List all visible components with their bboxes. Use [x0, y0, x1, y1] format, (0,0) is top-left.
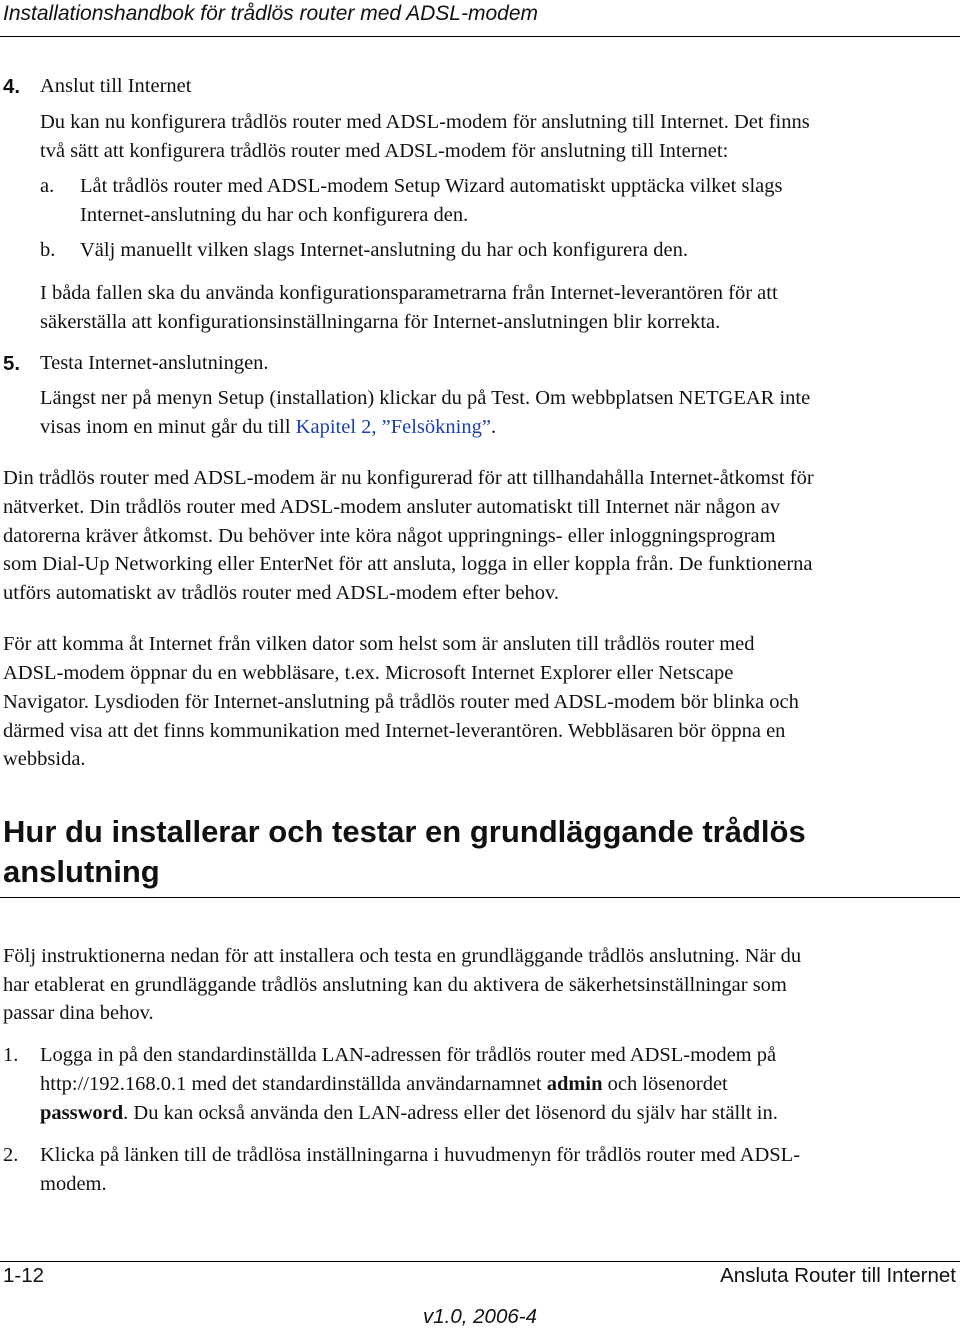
para-3-line-1: Följ instruktionerna nedan för att installera och testa en grundläggande trådlös anslutning. När du [3, 945, 802, 967]
option-a-label: a. [40, 175, 55, 197]
list-item-1-line-1: Logga in på den standardinställda LAN-adressen för trådlös router med ADSL-modem på [40, 1044, 777, 1066]
step-5-line-2-text: visas inom en minut går du till [40, 416, 296, 438]
para-1-line-4: som Dial-Up Networking eller EnterNet för att ansluta, logga in eller koppla från. De funktionerna [3, 553, 813, 575]
step-4-title: Anslut till Internet [40, 75, 192, 97]
para-2-line-5: webbsida. [3, 748, 86, 770]
step-4-note-line-1: I båda fallen ska du använda konfigurationsparametrarna från Internet-leverantören för att [40, 282, 778, 304]
section-heading-line-2: anslutning [3, 854, 160, 889]
para-2-line-4: därmed visa att det finns kommunikation med Internet-leverantören. Webbläsaren bör öppna en [3, 720, 786, 742]
para-3-line-3: passar dina behov. [3, 1002, 154, 1024]
list-item-2-line-1: Klicka på länken till de trådlösa inställningarna i huvudmenyn för trådlös router med ADSL- [40, 1144, 801, 1166]
para-3-line-2: har etablerat en grundläggande trådlös anslutning kan du aktivera de säkerhetsinställningar som [3, 974, 787, 996]
list-item-1-line-2 [40, 1070, 728, 1099]
list-item-1-url-text: http://192.168.0.1 med det standardinställda användarnamnet [40, 1073, 547, 1095]
section-heading [3, 812, 806, 892]
footer-chapter: Ansluta Router till Internet [720, 1264, 956, 1287]
para-1-line-3: datorerna kräver åtkomst. Du behöver inte köra något uppringnings- eller inloggningsprogram [3, 525, 776, 547]
default-password: password [40, 1102, 124, 1124]
section-rule [0, 897, 960, 898]
option-b-label: b. [40, 239, 56, 261]
para-1-line-2: nätverket. Din trådlös router med ADSL-modem ansluter automatiskt till Internet när någon av [3, 496, 781, 518]
step-5-line-2-end: . [490, 416, 497, 438]
list-item-1-line-2-end: och lösenordet [602, 1073, 728, 1095]
header-rule [0, 36, 960, 37]
list-item-2-number: 2. [3, 1144, 19, 1166]
step-5-line-2 [40, 413, 496, 442]
option-a-line-2: Internet-anslutning du har och konfigurera den. [80, 204, 469, 226]
running-header: Installationshandbok för trådlös router med ADSL-modem [3, 2, 538, 25]
step-4-number: 4. [3, 75, 21, 98]
step-5-number: 5. [3, 352, 21, 375]
list-item-1-line-3 [40, 1099, 778, 1128]
para-1-line-5: utförs automatiskt av trådlös router med ADSL-modem efter behov. [3, 582, 560, 604]
footer-version: v1.0, 2006-4 [423, 1305, 537, 1328]
step-4-intro-line-1: Du kan nu konfigurera trådlös router med ADSL-modem för anslutning till Internet. Det finns [40, 111, 810, 133]
step-5-title: Testa Internet-anslutningen. [40, 352, 269, 374]
para-2-line-2: ADSL-modem öppnar du en webbläsare, t.ex. Microsoft Internet Explorer eller Netscape [3, 662, 734, 684]
para-2-line-1: För att komma åt Internet från vilken dator som helst som är ansluten till trådlös router med [3, 633, 755, 655]
section-heading-line-1: Hur du installerar och testar en grundläggande trådlös [3, 814, 806, 849]
default-username: admin [546, 1073, 603, 1095]
footer-rule [0, 1261, 960, 1262]
para-2-line-3: Navigator. Lysdioden för Internet-anslutning på trådlös router med ADSL-modem bör blinka och [3, 691, 799, 713]
step-5-line-1: Längst ner på menyn Setup (installation) klickar du på Test. Om webbplatsen NETGEAR inte [40, 387, 811, 409]
felsokning-link[interactable]: Kapitel 2, ”Felsökning” [295, 416, 491, 438]
option-a-line-1: Låt trådlös router med ADSL-modem Setup Wizard automatiskt upptäcka vilket slags [80, 175, 783, 197]
step-4-intro-line-2: två sätt att konfigurera trådlös router med ADSL-modem för anslutning till Internet: [40, 140, 729, 162]
list-item-1-line-3-end: . Du kan också använda den LAN-adress eller det lösenord du själv har ställt in. [123, 1102, 778, 1124]
step-4-note-line-2: säkerställa att konfigurationsinställningarna för Internet-anslutningen blir korrekta. [40, 311, 721, 333]
page-number: 1-12 [3, 1264, 45, 1287]
list-item-1-number: 1. [3, 1044, 19, 1066]
para-1-line-1: Din trådlös router med ADSL-modem är nu konfigurerad för att tillhandahålla Internet-åtkomst för [3, 467, 814, 489]
option-b-line-1: Välj manuellt vilken slags Internet-anslutning du har och konfigurera den. [80, 239, 688, 261]
list-item-2-line-2: modem. [40, 1173, 107, 1195]
